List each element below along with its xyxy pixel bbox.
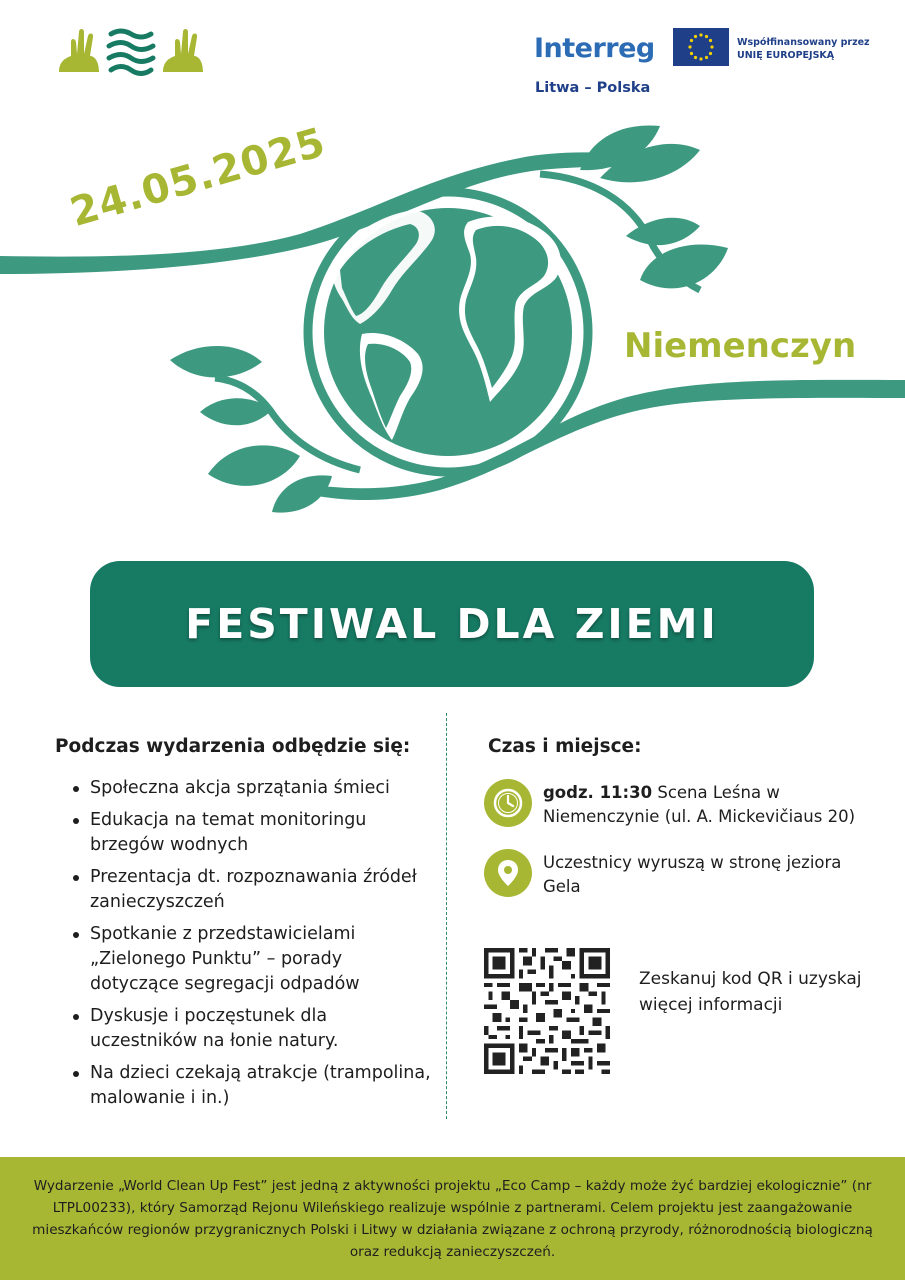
eu-cofinancing-line1: Współfinansowany przez: [737, 37, 870, 48]
interreg-subtitle: Litwa – Polska: [535, 80, 651, 96]
column-divider: [446, 713, 447, 1119]
event-city: Niemenczyn: [624, 326, 857, 366]
list-item: Edukacja na temat monitoringu brzegów wodnych: [70, 808, 435, 858]
eu-cofinancing-line2: UNIĘ EUROPEJSKĄ: [737, 49, 835, 61]
program-list: [70, 776, 435, 1118]
leaf: [170, 346, 262, 378]
title-banner: [90, 561, 814, 687]
eu-flag-icon: [673, 28, 729, 66]
leaf: [208, 445, 300, 486]
schedule-heading: Czas i miejsce:: [488, 736, 642, 757]
festival-title: FESTIWAL DLA ZIEMI: [185, 600, 719, 648]
qr-code[interactable]: [484, 948, 610, 1074]
footer-band: [0, 1157, 905, 1280]
interreg-logo-text: Interreg: [534, 33, 655, 64]
event-date: 24.05.2025: [65, 119, 331, 236]
program-heading: Podczas wydarzenia odbędzie się:: [55, 736, 411, 757]
list-item: Dyskusje i poczęstunek dla uczestników na łonie natury.: [70, 1004, 435, 1054]
time-and-place: [543, 781, 888, 829]
list-item: Społeczna akcja sprzątania śmieci: [70, 776, 435, 801]
qr-instructions: Zeskanuj kod QR i uzyskaj więcej informacji: [639, 969, 862, 1015]
clock-icon: [484, 779, 532, 827]
place-text: Scena Leśna w Niemenczynie (ul. A. Mickevičiaus 20): [543, 783, 856, 826]
eu-cofinancing-text: [737, 37, 870, 62]
location-pin-icon: [484, 849, 532, 897]
list-item: Prezentacja dt. rozpoznawania źródeł zanieczyszczeń: [70, 865, 435, 915]
list-item: Spotkanie z przedstawicielami „Zielonego Punktu” – porady dotyczące segregacji odpadów: [70, 922, 435, 997]
leaf: [272, 475, 332, 512]
project-logo: [55, 22, 215, 80]
footer-text: Wydarzenie „World Clean Up Fest” jest jedną z aktywności projektu „Eco Camp – każdy może żyć bardziej ekologicznie” (nr LTPL00233), który Samorząd Rejonu Wileńskiego realizuje wspólnie z partnerami. Celem projektu jest zaangażowanie mieszkańców regionów przygranicznych Polski i Litwy w działania związane z ochroną przyrody, różnorodnością biologiczną oraz redukcją zanieczyszczeń.: [32, 1177, 873, 1260]
list-item: Na dzieci czekają atrakcje (trampolina, malowanie i in.): [70, 1061, 435, 1111]
time-label: godz. 11:30: [543, 783, 653, 802]
route-text: Uczestnicy wyruszą w stronę jeziora Gela: [543, 853, 842, 896]
